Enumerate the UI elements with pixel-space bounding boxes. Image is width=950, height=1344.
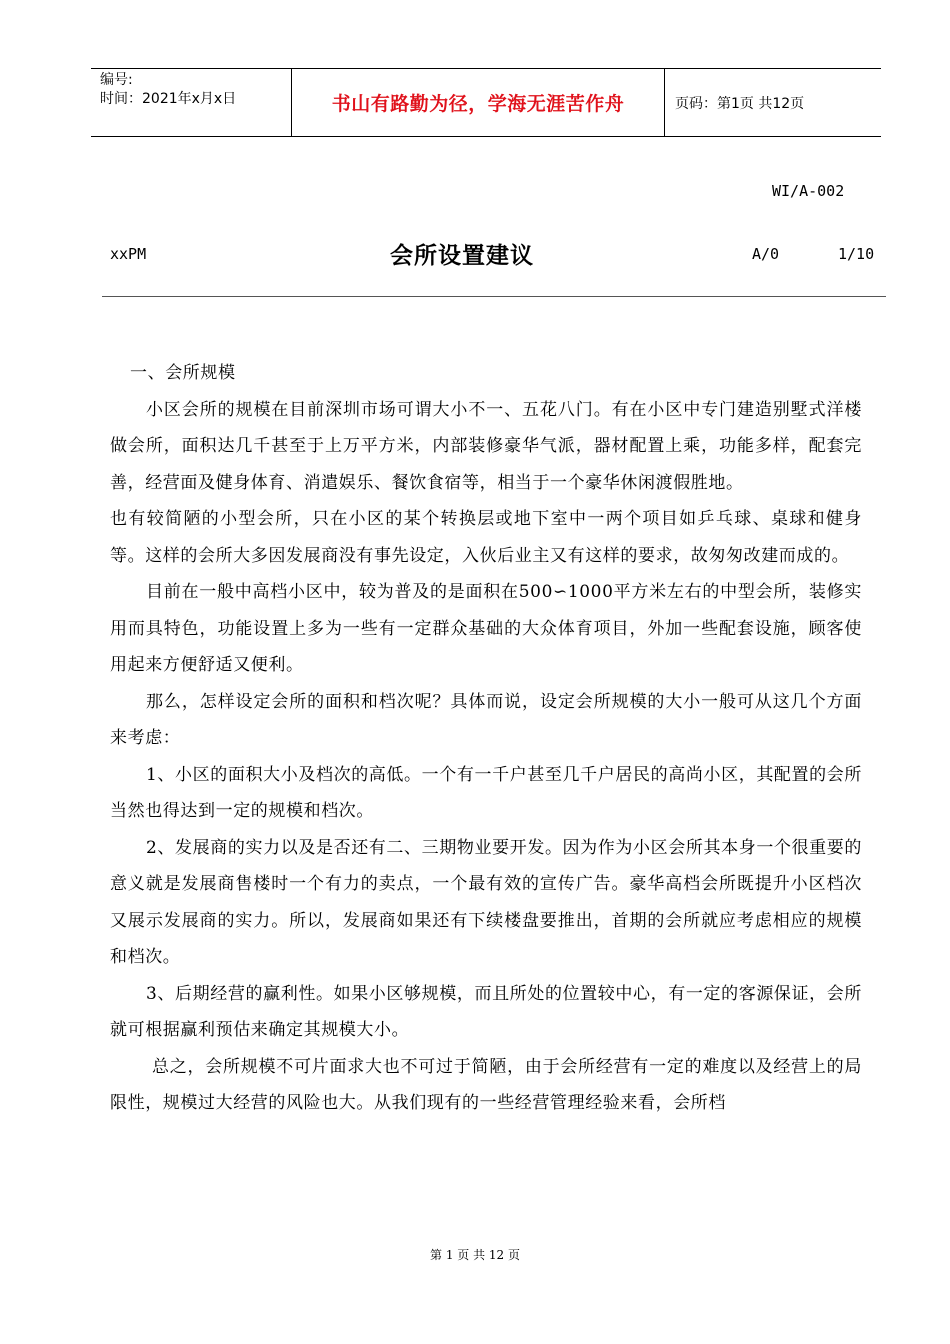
- time-label: 时间：2021年x月x日: [100, 91, 237, 107]
- header-motto: 书山有路勤为径，学海无涯苦作舟: [292, 69, 665, 136]
- section-page: 1/10: [838, 245, 875, 263]
- paragraph: 也有较简陋的小型会所，只在小区的某个转换层或地下室中一两个项目如乒乓球、桌球和健身等。这样的会所大多因发展商没有事先设定，入伙后业主又有这样的要求，故匆匆改建而成的。: [110, 509, 862, 566]
- paragraph: 总之，会所规模不可片面求大也不可过于简陋，由于会所经营有一定的难度以及经营上的局限性，规模过大经营的风险也大。从我们现有的一些经营管理经验来看，会所档: [110, 1056, 862, 1113]
- document-code: WI/A-002: [772, 182, 845, 200]
- page-footer: 第 1 页 共 12 页: [430, 1248, 520, 1262]
- header-meta-cell: [91, 69, 292, 136]
- list-item: 2、发展商的实力以及是否还有二、三期物业要开发。因为作为小区会所其本身一个很重要的意义就是发展商售楼时一个有力的卖点，一个最有效的宣传广告。豪华高档会所既提升小区档次又展示发展商的实力。所以，发展商如果还有下续楼盘要推出，首期的会所就应考虑相应的规模和档次。: [110, 837, 862, 967]
- revision: A/0: [752, 245, 780, 263]
- list-item: 1、小区的面积大小及档次的高低。一个有一千户甚至几千户居民的高尚小区，其配置的会所当然也得达到一定的规模和档次。: [110, 764, 862, 821]
- paragraph: 小区会所的规模在目前深圳市场可谓大小不一、五花八门。有在小区中专门建造别墅式洋楼做会所，面积达几千甚至于上万平方米，内部装修豪华气派，器材配置上乘，功能多样，配套完善，经营面及健身体育、消遣娱乐、餐饮食宿等，相当于一个豪华休闲渡假胜地。: [110, 399, 862, 493]
- project-code: xxPM: [110, 245, 147, 263]
- title-row: [102, 233, 886, 273]
- header-page-info: 页码：第1页 共12页: [675, 95, 805, 112]
- title-divider: [102, 296, 886, 297]
- doc-number-label: 编号:: [100, 72, 133, 88]
- document-title: 会所设置建议: [390, 243, 534, 269]
- document-body: [110, 355, 862, 1122]
- header-table: [91, 68, 881, 137]
- paragraph: 那么，怎样设定会所的面积和档次呢？具体而说，设定会所规模的大小一般可从这几个方面来考虑：: [110, 691, 862, 748]
- list-item: 3、后期经营的赢利性。如果小区够规模，而且所处的位置较中心，有一定的客源保证，会所就可根据赢利预估来确定其规模大小。: [110, 983, 862, 1040]
- section-heading: 一、会所规模: [130, 363, 236, 383]
- paragraph: 目前在一般中高档小区中，较为普及的是面积在500∽1000平方米左右的中型会所，装修实用而具特色，功能设置上多为一些有一定群众基础的大众体育项目，外加一些配套设施，顾客使用起来方便舒适又便利。: [110, 582, 862, 675]
